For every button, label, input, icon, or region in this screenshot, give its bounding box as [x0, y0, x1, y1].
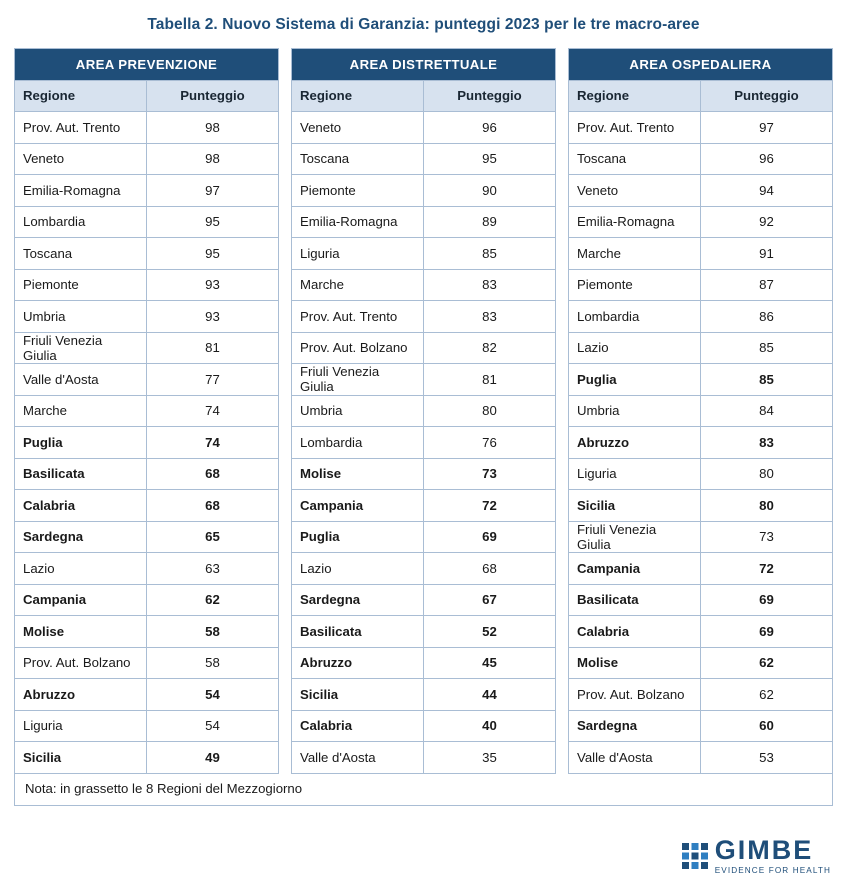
- cell-punteggio: 85: [701, 332, 833, 364]
- table-row: [569, 206, 833, 238]
- cell-regione: Prov. Aut. Trento: [292, 301, 424, 333]
- cell-punteggio: 74: [147, 427, 279, 459]
- table-row: [569, 679, 833, 711]
- cell-regione: Emilia-Romagna: [569, 206, 701, 238]
- cell-punteggio: 49: [147, 742, 279, 774]
- column-header-row: [15, 80, 279, 112]
- table-row: [292, 238, 556, 270]
- cell-punteggio: 95: [424, 143, 556, 175]
- cell-regione: Umbria: [15, 301, 147, 333]
- table-row: [15, 679, 279, 711]
- cell-regione: Campania: [292, 490, 424, 522]
- table-row: [569, 301, 833, 333]
- cell-punteggio: 80: [701, 458, 833, 490]
- cell-regione: Molise: [15, 616, 147, 648]
- cell-regione: Valle d'Aosta: [15, 364, 147, 396]
- table-row: [292, 395, 556, 427]
- table-row: [569, 332, 833, 364]
- table-row: [569, 742, 833, 774]
- table-row: [569, 175, 833, 207]
- cell-punteggio: 96: [701, 143, 833, 175]
- cell-punteggio: 85: [701, 364, 833, 396]
- cell-regione: Prov. Aut. Bolzano: [292, 332, 424, 364]
- table-row: [292, 364, 556, 396]
- cell-regione: Sardegna: [292, 584, 424, 616]
- area-title-ospedaliera: AREA OSPEDALIERA: [569, 49, 833, 81]
- table-body-ospedaliera: [569, 112, 833, 774]
- cell-regione: Emilia-Romagna: [15, 175, 147, 207]
- cell-regione: Lazio: [15, 553, 147, 585]
- cell-regione: Umbria: [292, 395, 424, 427]
- cell-punteggio: 63: [147, 553, 279, 585]
- cell-regione: Calabria: [15, 490, 147, 522]
- cell-regione: Basilicata: [15, 458, 147, 490]
- cell-punteggio: 89: [424, 206, 556, 238]
- cell-regione: Sicilia: [569, 490, 701, 522]
- table-row: [292, 332, 556, 364]
- area-header-row: [292, 49, 556, 81]
- cell-regione: Piemonte: [292, 175, 424, 207]
- table-row: [569, 143, 833, 175]
- table-ospedaliera: [568, 48, 833, 774]
- cell-punteggio: 67: [424, 584, 556, 616]
- table-row: [569, 616, 833, 648]
- table-row: [292, 742, 556, 774]
- macro-area-column-ospedaliera: [568, 48, 833, 774]
- cell-punteggio: 97: [147, 175, 279, 207]
- cell-regione: Campania: [15, 584, 147, 616]
- table-row: [292, 647, 556, 679]
- cell-punteggio: 77: [147, 364, 279, 396]
- cell-punteggio: 80: [424, 395, 556, 427]
- cell-regione: Valle d'Aosta: [292, 742, 424, 774]
- cell-regione: Prov. Aut. Trento: [569, 112, 701, 144]
- cell-regione: Lazio: [569, 332, 701, 364]
- cell-punteggio: 65: [147, 521, 279, 553]
- cell-regione: Puglia: [15, 427, 147, 459]
- table-row: [15, 742, 279, 774]
- cell-punteggio: 72: [701, 553, 833, 585]
- table-distrettuale: [291, 48, 556, 774]
- column-header-regione: Regione: [569, 80, 701, 112]
- cell-punteggio: 98: [147, 143, 279, 175]
- cell-punteggio: 83: [701, 427, 833, 459]
- table-row: [292, 616, 556, 648]
- cell-regione: Piemonte: [569, 269, 701, 301]
- column-header-punteggio: Punteggio: [147, 80, 279, 112]
- cell-regione: Calabria: [292, 710, 424, 742]
- gimbe-name: GIMBE: [714, 834, 814, 865]
- cell-punteggio: 80: [701, 490, 833, 522]
- cell-punteggio: 69: [701, 584, 833, 616]
- table-row: [15, 301, 279, 333]
- gimbe-tagline: EVIDENCE FOR HEALTH: [714, 865, 831, 875]
- cell-punteggio: 73: [424, 458, 556, 490]
- table-row: [15, 710, 279, 742]
- cell-regione: Veneto: [292, 112, 424, 144]
- cell-regione: Abruzzo: [292, 647, 424, 679]
- cell-punteggio: 45: [424, 647, 556, 679]
- cell-regione: Friuli Venezia Giulia: [569, 521, 701, 553]
- note-container: [14, 773, 833, 806]
- cell-regione: Sardegna: [569, 710, 701, 742]
- table-row: [292, 553, 556, 585]
- cell-punteggio: 90: [424, 175, 556, 207]
- table-row: [569, 269, 833, 301]
- cell-punteggio: 85: [424, 238, 556, 270]
- column-header-row: [569, 80, 833, 112]
- table-row: [569, 112, 833, 144]
- cell-punteggio: 96: [424, 112, 556, 144]
- column-header-regione: Regione: [292, 80, 424, 112]
- column-header-regione: Regione: [15, 80, 147, 112]
- cell-punteggio: 68: [424, 553, 556, 585]
- cell-punteggio: 81: [424, 364, 556, 396]
- table-row: [15, 175, 279, 207]
- table-row: [292, 458, 556, 490]
- cell-regione: Sicilia: [15, 742, 147, 774]
- cell-punteggio: 60: [701, 710, 833, 742]
- cell-regione: Molise: [569, 647, 701, 679]
- cell-punteggio: 83: [424, 301, 556, 333]
- table-row: [15, 458, 279, 490]
- table-row: [292, 427, 556, 459]
- table-row: [292, 206, 556, 238]
- cell-regione: Calabria: [569, 616, 701, 648]
- cell-regione: Basilicata: [292, 616, 424, 648]
- cell-punteggio: 92: [701, 206, 833, 238]
- cell-regione: Abruzzo: [15, 679, 147, 711]
- cell-punteggio: 82: [424, 332, 556, 364]
- table-row: [569, 584, 833, 616]
- cell-regione: Liguria: [569, 458, 701, 490]
- table-row: [15, 647, 279, 679]
- cell-regione: Emilia-Romagna: [292, 206, 424, 238]
- cell-regione: Abruzzo: [569, 427, 701, 459]
- cell-regione: Toscana: [15, 238, 147, 270]
- table-row: [292, 521, 556, 553]
- cell-regione: Friuli Venezia Giulia: [15, 332, 147, 364]
- cell-regione: Toscana: [569, 143, 701, 175]
- cell-regione: Marche: [292, 269, 424, 301]
- cell-regione: Prov. Aut. Trento: [15, 112, 147, 144]
- cell-punteggio: 40: [424, 710, 556, 742]
- table-row: [15, 521, 279, 553]
- table-row: [15, 238, 279, 270]
- table-row: [292, 269, 556, 301]
- cell-punteggio: 69: [701, 616, 833, 648]
- table-row: [292, 679, 556, 711]
- cell-regione: Friuli Venezia Giulia: [292, 364, 424, 396]
- macro-area-columns: [14, 48, 833, 774]
- table-body-distrettuale: [292, 112, 556, 774]
- cell-punteggio: 62: [147, 584, 279, 616]
- table-row: [569, 364, 833, 396]
- area-header-row: [15, 49, 279, 81]
- cell-regione: Puglia: [569, 364, 701, 396]
- table-row: [15, 584, 279, 616]
- table-row: [569, 238, 833, 270]
- cell-punteggio: 58: [147, 616, 279, 648]
- cell-punteggio: 98: [147, 112, 279, 144]
- cell-punteggio: 83: [424, 269, 556, 301]
- table-row: [569, 395, 833, 427]
- macro-area-column-prevenzione: [14, 48, 279, 774]
- cell-regione: Piemonte: [15, 269, 147, 301]
- table-row: [15, 112, 279, 144]
- cell-regione: Sardegna: [15, 521, 147, 553]
- cell-punteggio: 91: [701, 238, 833, 270]
- cell-punteggio: 54: [147, 710, 279, 742]
- cell-regione: Molise: [292, 458, 424, 490]
- table-row: [569, 647, 833, 679]
- column-header-row: [292, 80, 556, 112]
- cell-punteggio: 52: [424, 616, 556, 648]
- table-row: [292, 710, 556, 742]
- table-row: [292, 143, 556, 175]
- table-row: [292, 175, 556, 207]
- table-row: [569, 710, 833, 742]
- cell-regione: Campania: [569, 553, 701, 585]
- gimbe-mark-icon: [682, 843, 708, 869]
- cell-punteggio: 44: [424, 679, 556, 711]
- cell-punteggio: 95: [147, 238, 279, 270]
- area-title-distrettuale: AREA DISTRETTUALE: [292, 49, 556, 81]
- cell-punteggio: 72: [424, 490, 556, 522]
- cell-punteggio: 95: [147, 206, 279, 238]
- table-row: [15, 395, 279, 427]
- table-row: [569, 521, 833, 553]
- table-row: [15, 269, 279, 301]
- table-row: [292, 301, 556, 333]
- cell-punteggio: 97: [701, 112, 833, 144]
- column-header-punteggio: Punteggio: [424, 80, 556, 112]
- cell-regione: Umbria: [569, 395, 701, 427]
- table-prevenzione: [14, 48, 279, 774]
- cell-regione: Liguria: [15, 710, 147, 742]
- table-row: [15, 364, 279, 396]
- cell-regione: Marche: [15, 395, 147, 427]
- cell-regione: Valle d'Aosta: [569, 742, 701, 774]
- table-row: [15, 143, 279, 175]
- gimbe-logo: [682, 834, 831, 875]
- cell-regione: Lombardia: [569, 301, 701, 333]
- table-row: [15, 427, 279, 459]
- cell-punteggio: 68: [147, 458, 279, 490]
- cell-regione: Veneto: [569, 175, 701, 207]
- cell-regione: Marche: [569, 238, 701, 270]
- column-header-punteggio: Punteggio: [701, 80, 833, 112]
- area-title-prevenzione: AREA PREVENZIONE: [15, 49, 279, 81]
- cell-punteggio: 86: [701, 301, 833, 333]
- table-row: [569, 427, 833, 459]
- cell-punteggio: 93: [147, 269, 279, 301]
- table-row: [15, 332, 279, 364]
- cell-regione: Lazio: [292, 553, 424, 585]
- cell-punteggio: 53: [701, 742, 833, 774]
- table-row: [569, 458, 833, 490]
- page-title: Tabella 2. Nuovo Sistema di Garanzia: punteggi 2023 per le tre macro-aree: [147, 16, 700, 33]
- cell-punteggio: 54: [147, 679, 279, 711]
- cell-punteggio: 58: [147, 647, 279, 679]
- table-row: [15, 616, 279, 648]
- cell-punteggio: 73: [701, 521, 833, 553]
- cell-regione: Puglia: [292, 521, 424, 553]
- table-row: [15, 206, 279, 238]
- table-row: [292, 584, 556, 616]
- table-row: [292, 112, 556, 144]
- note-text: Nota: in grassetto le 8 Regioni del Mezzogiorno: [14, 773, 833, 806]
- cell-punteggio: 87: [701, 269, 833, 301]
- cell-regione: Veneto: [15, 143, 147, 175]
- macro-area-column-distrettuale: [291, 48, 556, 774]
- cell-regione: Prov. Aut. Bolzano: [569, 679, 701, 711]
- gimbe-wordmark: [714, 834, 831, 875]
- table-row: [15, 553, 279, 585]
- cell-punteggio: 76: [424, 427, 556, 459]
- cell-punteggio: 93: [147, 301, 279, 333]
- cell-regione: Prov. Aut. Bolzano: [15, 647, 147, 679]
- cell-punteggio: 62: [701, 647, 833, 679]
- area-header-row: [569, 49, 833, 81]
- cell-punteggio: 35: [424, 742, 556, 774]
- cell-punteggio: 69: [424, 521, 556, 553]
- table-row: [15, 490, 279, 522]
- cell-regione: Toscana: [292, 143, 424, 175]
- cell-punteggio: 68: [147, 490, 279, 522]
- cell-regione: Basilicata: [569, 584, 701, 616]
- cell-punteggio: 94: [701, 175, 833, 207]
- cell-regione: Sicilia: [292, 679, 424, 711]
- table-row: [292, 490, 556, 522]
- table-row: [569, 553, 833, 585]
- cell-punteggio: 84: [701, 395, 833, 427]
- cell-punteggio: 81: [147, 332, 279, 364]
- cell-regione: Lombardia: [15, 206, 147, 238]
- cell-punteggio: 62: [701, 679, 833, 711]
- cell-regione: Lombardia: [292, 427, 424, 459]
- cell-regione: Liguria: [292, 238, 424, 270]
- table-row: [569, 490, 833, 522]
- cell-punteggio: 74: [147, 395, 279, 427]
- table-body-prevenzione: [15, 112, 279, 774]
